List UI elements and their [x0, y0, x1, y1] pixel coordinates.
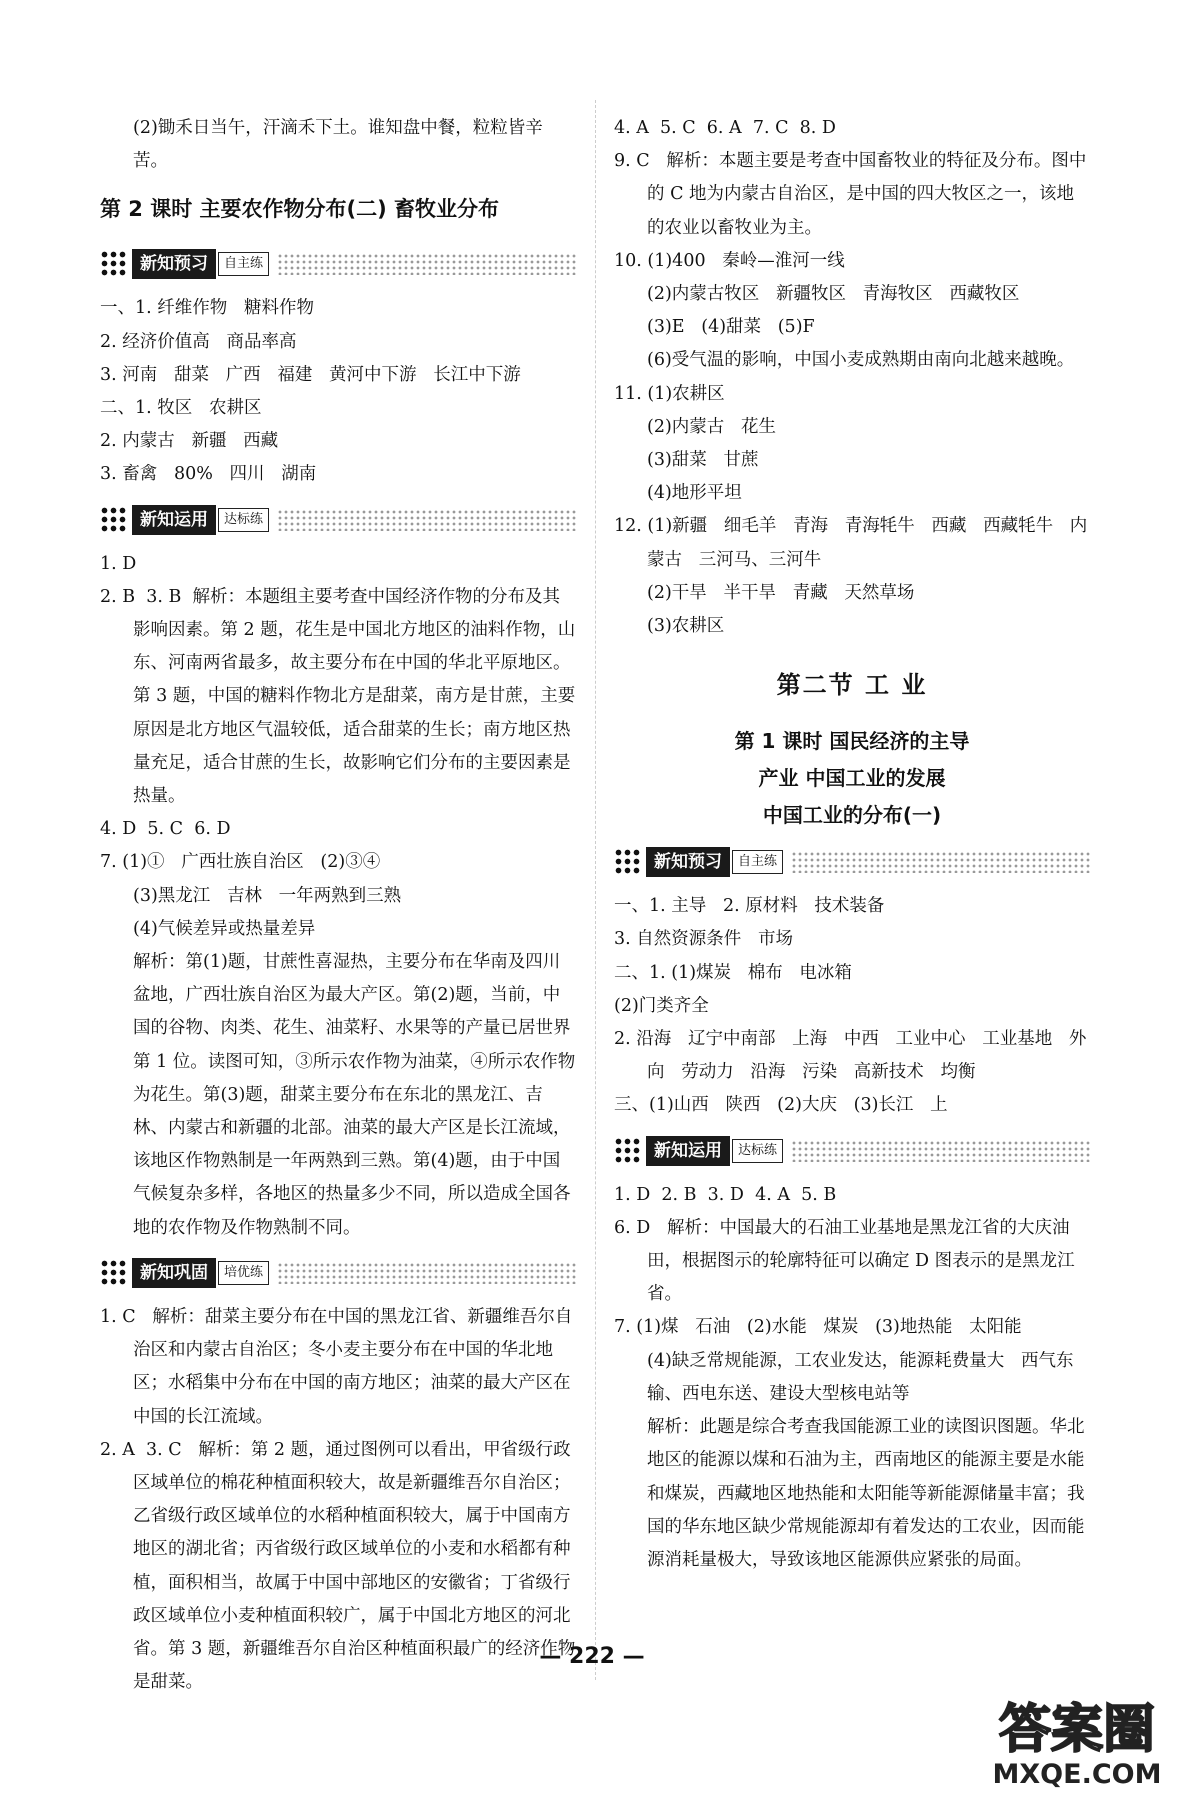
dot-grid-icon [100, 506, 128, 534]
answer-subline: (4)气候差异或热量差异 [133, 918, 316, 939]
answer-line: 11. (1)农耕区 [614, 383, 725, 404]
answer-paragraph: 12. (1)新疆 细毛羊 青海 青海牦牛 西藏 西藏牦牛 内蒙古 三河马、三河牛 [614, 516, 1088, 570]
dots-decoration [277, 1262, 576, 1284]
analysis-paragraph: 解析：第(1)题，甘蔗性喜湿热，主要分布在华南及四川盆地，广西壮族自治区为最大产区。第(2)题，当前，中国的谷物、肉类、花生、油菜籽、水果等的产量已居世界第 1 位。读图可知，③所示农作物为油菜，④所示农作物为花生。第(3)题，甜菜主要分布在东北的黑龙江、吉林、内蒙古和新疆的北部。油菜的最大产区是长江流域，该地区作物熟制是一年两熟到三熟。第(4)题，由于中国气候复杂多样，各地区的热量多少不同，所以造成全国各地的农作物及作物熟制不同。 [133, 952, 576, 1238]
dots-decoration [791, 1140, 1090, 1162]
answer-line: 1. D [100, 553, 137, 574]
section-badge-apply [100, 502, 576, 538]
page-number: — 222 — [539, 1644, 645, 1669]
dots-decoration [277, 509, 576, 531]
answer-line: 2. 内蒙古 新疆 西藏 [100, 431, 279, 452]
watermark-text: 答案圈 [998, 1700, 1155, 1760]
answer-line: 一、1. 主导 2. 原材料 技术装备 [614, 896, 885, 917]
answer-subline: (6)受气温的影响，中国小麦成熟期由南向北越来越晚。 [647, 350, 1075, 371]
answer-paragraph: 6. D 解析：中国最大的石油工业基地是黑龙江省的大庆油田，根据图示的轮廓特征可以确定 D 图表示的是黑龙江省。 [614, 1217, 1075, 1305]
badge-sub: 自主练 [732, 850, 783, 874]
answer-line: 7. (1)① 广西壮族自治区 (2)③④ [100, 852, 381, 873]
badge-sub: 达标练 [218, 508, 269, 532]
dots-decoration [277, 253, 576, 275]
answer-line: 一、1. 纤维作物 糖料作物 [100, 298, 314, 319]
answer-line: 3. 自然资源条件 市场 [614, 929, 793, 950]
watermark-logo [992, 1700, 1162, 1796]
badge-name: 新知运用 [132, 505, 216, 535]
answer-subline: (4)地形平坦 [647, 483, 742, 504]
answer-line: (2)门类齐全 [614, 995, 709, 1016]
answer-paragraph: 9. C 解析：本题主要是考查中国畜牧业的特征及分布。图中的 C 地为内蒙古自治区，是中国的四大牧区之一，该地的农业以畜牧业为主。 [614, 151, 1087, 238]
answer-subline: (3)甜菜 甘蔗 [647, 450, 759, 471]
answer-line: 1. D 2. B 3. D 4. A 5. B [614, 1184, 837, 1205]
answer-subline: (2)干旱 半干旱 青藏 天然草场 [647, 582, 915, 603]
lesson-title-line: 产业 中国工业的发展 [758, 766, 946, 791]
poem-line: (2)锄禾日当午，汗滴禾下土。谁知盘中餐，粒粒皆辛苦。 [133, 118, 543, 172]
analysis-paragraph: 解析：此题是综合考查我国能源工业的读图识图题。华北地区的能源以煤和石油为主，西南地区的能源主要是水能和煤炭，西藏地区地热能和太阳能等新能源储量丰富；我国的华东地区缺少常规能源却有着发达的工农业，因而能源消耗量极大，导致该地区能源供应紧张的局面。 [647, 1417, 1085, 1570]
section-title: 第二节 工 业 [776, 671, 928, 700]
lesson-title-line: 第 1 课时 国民经济的主导 [734, 729, 970, 754]
right-column [614, 112, 1090, 1577]
dot-grid-icon [100, 1259, 128, 1287]
lesson-title: 第 2 课时 主要农作物分布(二) 畜牧业分布 [100, 197, 500, 222]
answer-paragraph: 1. C 解析：甜菜主要分布在中国的黑龙江省、新疆维吾尔自治区和内蒙古自治区；冬小麦主要分布在中国的华北地区；水稻集中分布在中国的南方地区；油菜的最大产区在中国的长江流域。 [100, 1306, 573, 1427]
badge-name: 新知预习 [646, 847, 730, 877]
watermark-url: MXQE.COM [992, 1759, 1162, 1790]
section-badge-preview [614, 844, 1090, 880]
badge-sub: 自主练 [218, 252, 269, 276]
dot-grid-icon [614, 848, 642, 876]
badge-name: 新知运用 [646, 1136, 730, 1166]
badge-name: 新知巩固 [132, 1258, 216, 1288]
answer-line: 3. 畜禽 80% 四川 湖南 [100, 464, 317, 485]
answer-subline: (3)E (4)甜菜 (5)F [647, 317, 815, 338]
dots-decoration [791, 851, 1090, 873]
lesson-title-line: 中国工业的分布(一) [762, 803, 942, 828]
badge-sub: 培优练 [218, 1261, 269, 1285]
answer-subline: (3)农耕区 [647, 616, 725, 637]
answer-line: 二、1. 牧区 农耕区 [100, 398, 262, 419]
badge-name: 新知预习 [132, 249, 216, 279]
answer-line: 二、1. (1)煤炭 棉布 电冰箱 [614, 962, 852, 983]
answer-paragraph: 2. 沿海 辽宁中南部 上海 中西 工业中心 工业基地 外向 劳动力 沿海 污染 高新技术 均衡 [614, 1029, 1087, 1083]
left-column [100, 112, 576, 1699]
answer-subline: (2)内蒙古牧区 新疆牧区 青海牧区 西藏牧区 [647, 284, 1020, 305]
answer-line: 三、(1)山西 陕西 (2)大庆 (3)长江 上 [614, 1095, 948, 1116]
answer-paragraph: 2. A 3. C 解析：第 2 题，通过图例可以看出，甲省级行政区域单位的棉花种植面积较大，故是新疆维吾尔自治区；乙省级行政区域单位的水稻种植面积较大，属于中国南方地区的湖北省；丙省级行政区域单位的小麦和水稻都有种植，面积相当，故属于中国中部地区的安徽省；丁省级行政区域单位小麦种植面积较广，属于中国北方地区的河北省。第 3 题，新疆维吾尔自治区种植面积最广的经济作物是甜菜。 [100, 1439, 576, 1693]
answer-line: 3. 河南 甜菜 广西 福建 黄河中下游 长江中下游 [100, 364, 521, 385]
answer-line: 4. A 5. C 6. A 7. C 8. D [614, 118, 836, 138]
answer-line: 7. (1)煤 石油 (2)水能 煤炭 (3)地热能 太阳能 [614, 1317, 1022, 1338]
section-badge-apply [614, 1133, 1090, 1169]
answer-subline: (4)缺乏常规能源，工农业发达，能源耗费量大 西气东输、西电东送、建设大型核电站等 [647, 1350, 1074, 1404]
answer-line: 2. 经济价值高 商品率高 [100, 331, 297, 352]
answer-line: 10. (1)400 秦岭—淮河一线 [614, 250, 845, 271]
badge-sub: 达标练 [732, 1139, 783, 1163]
answer-line: 4. D 5. C 6. D [100, 819, 231, 840]
answer-paragraph: 2. B 3. B 解析：本题组主要考查中国经济作物的分布及其影响因素。第 2 题，花生是中国北方地区的油料作物，山东、河南两省最多，故主要分布在中国的华北平原地区。第 3 题，中国的糖料作物北方是甜菜，南方是甘蔗，主要原因是北方地区气温较低，适合甜菜的生长；南方地区热量充足，适合甘蔗的生长，故影响它们分布的主要因素是热量。 [100, 586, 576, 807]
answer-subline: (2)内蒙古 花生 [647, 416, 776, 437]
section-badge-preview [100, 246, 576, 282]
dot-grid-icon [100, 250, 128, 278]
dot-grid-icon [614, 1137, 642, 1165]
answer-subline: (3)黑龙江 吉林 一年两熟到三熟 [133, 885, 402, 906]
section-badge-consolidate [100, 1255, 576, 1291]
column-divider [595, 100, 596, 1680]
